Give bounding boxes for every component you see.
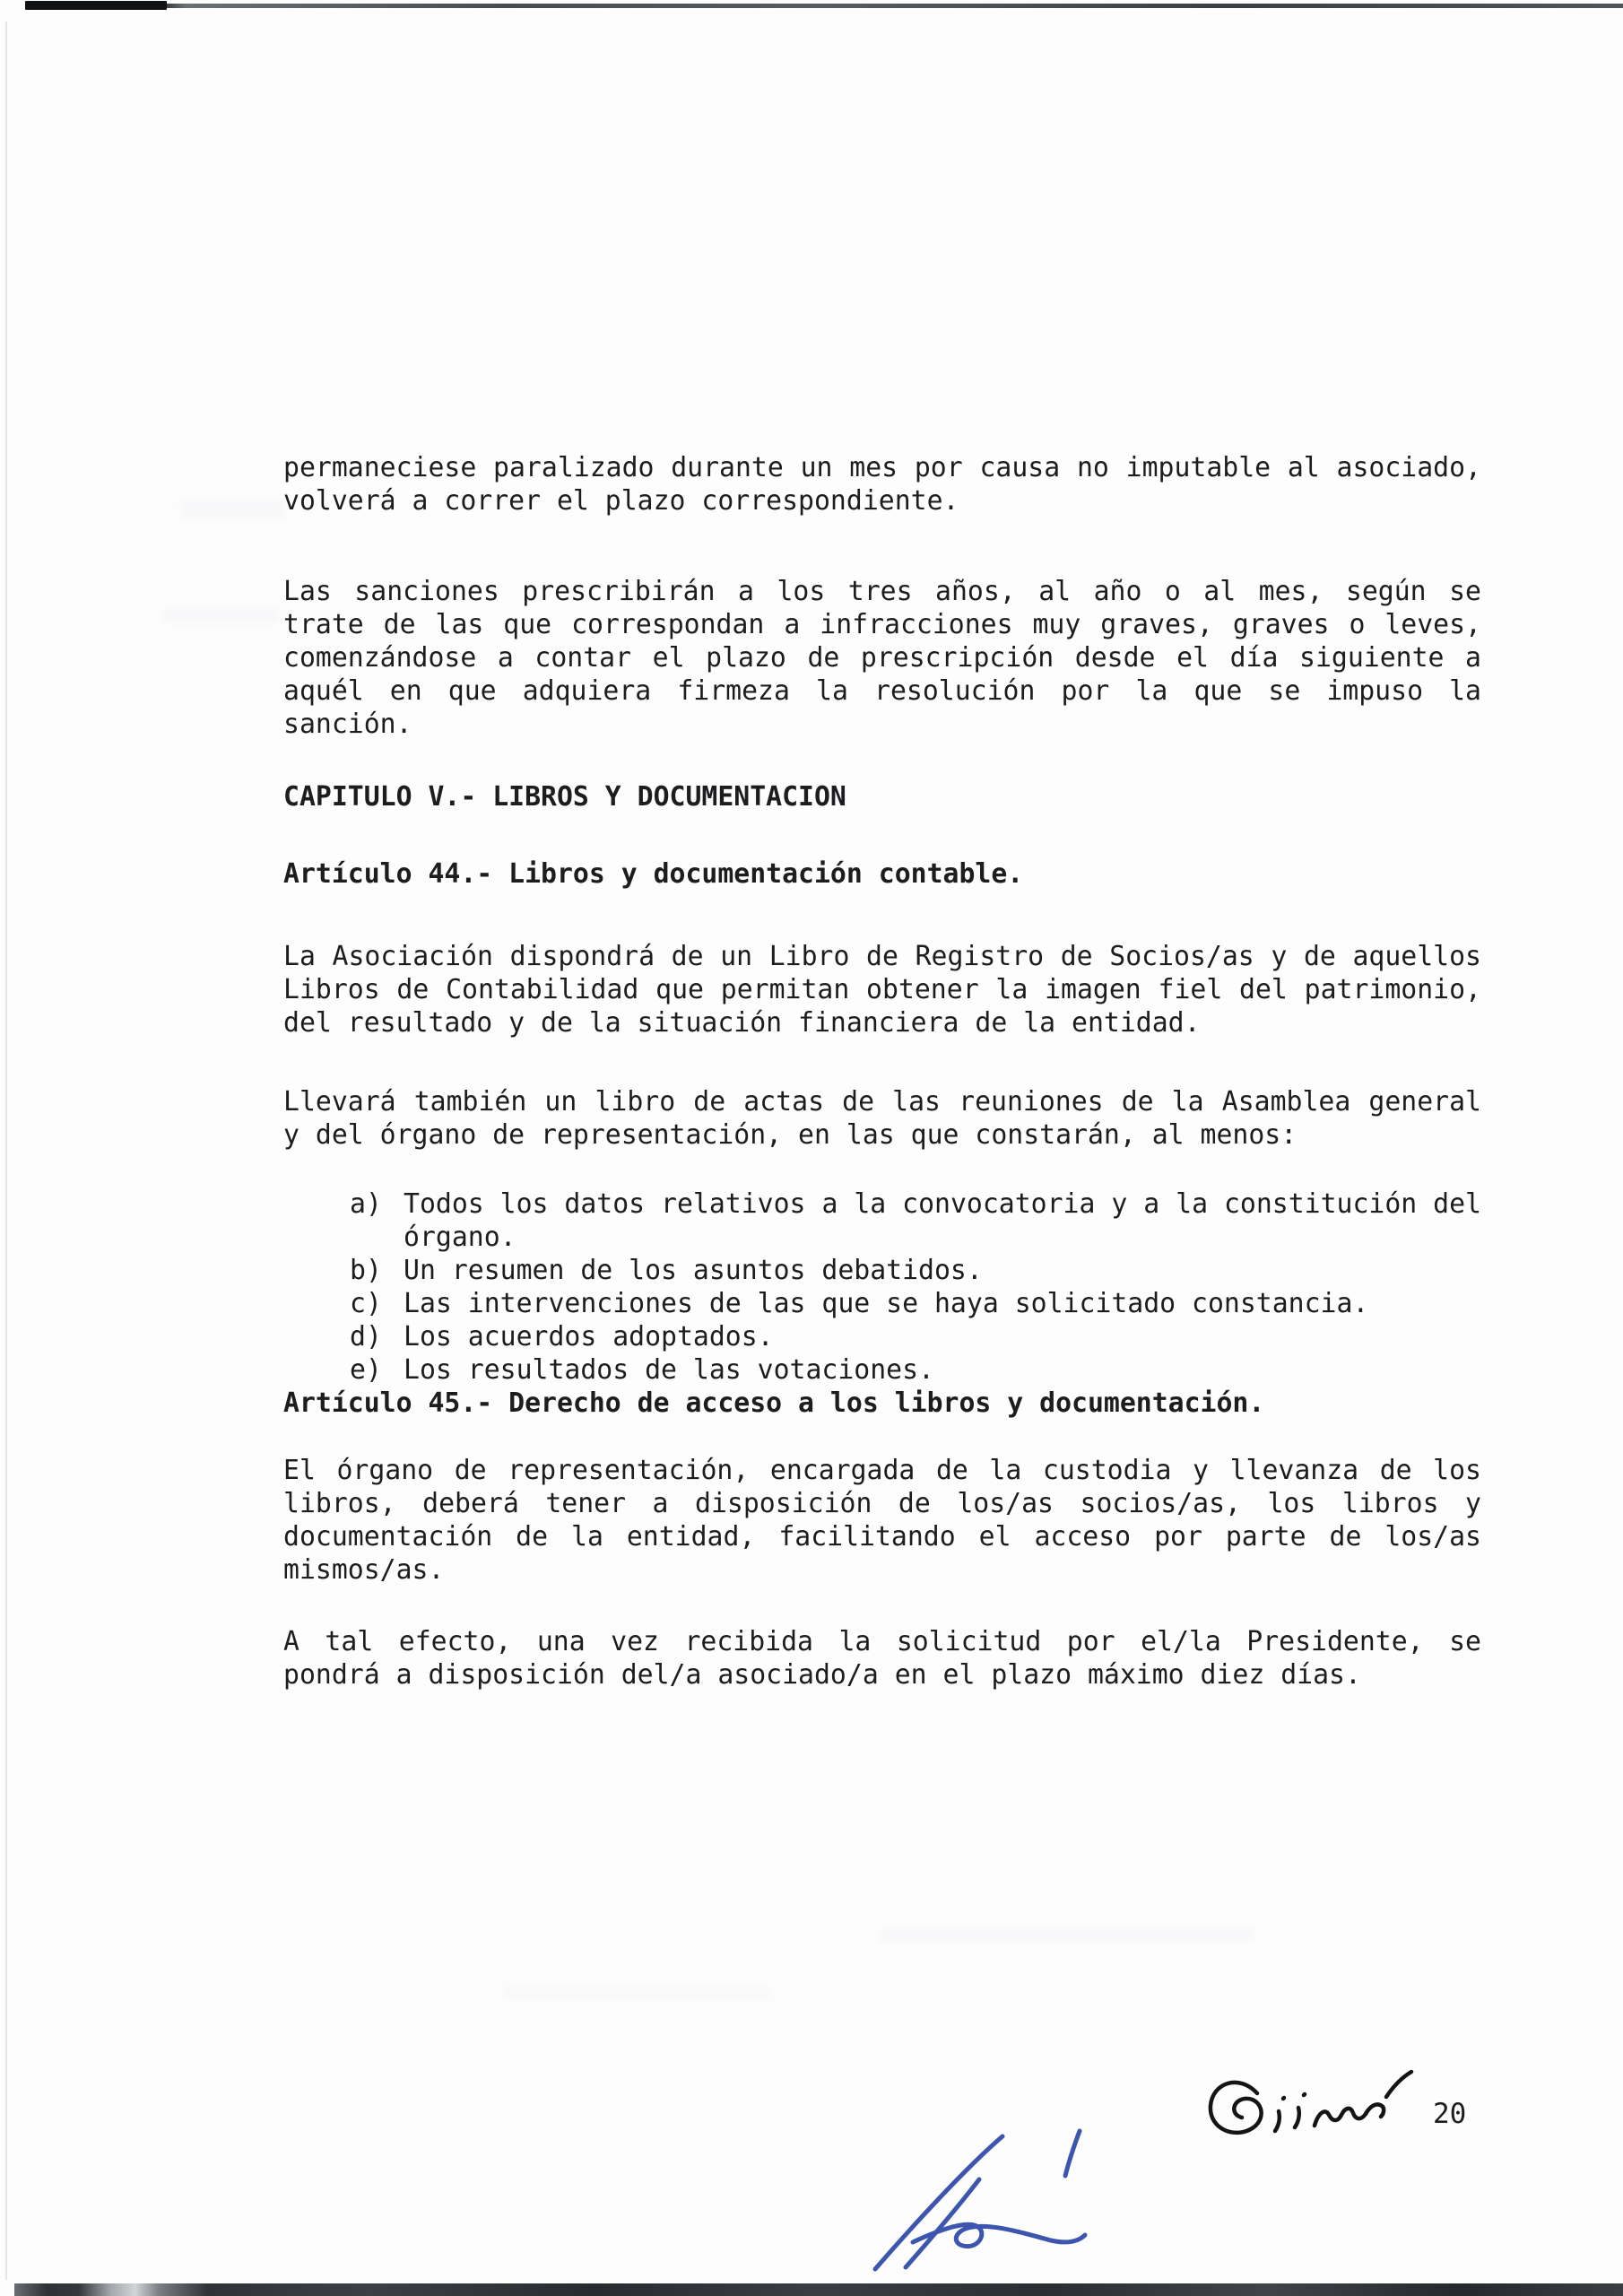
paragraph-custodia-libros: El órgano de representación, encargada de la custodia y llevanza de los libros, deberá tener a disposición de los/as socios/as, los libros y documentación de la entidad, facilitando el acceso por parte de los/as mismos/as. — [283, 1455, 1481, 1586]
list-item-marker: d) — [350, 1321, 382, 1352]
paragraph-libro-actas: Llevará también un libro de actas de las reuniones de la Asamblea general y del órgano de representación, en las que constarán, al menos: — [283, 1086, 1481, 1151]
scan-top-edge-mark — [25, 1, 167, 10]
list-item-marker: e) — [350, 1354, 382, 1386]
list-item-text: Un resumen de los asuntos debatidos. — [404, 1255, 983, 1286]
document-text-column — [283, 451, 1481, 1692]
signature-blue-strokes — [875, 2131, 1085, 2269]
scan-top-edge-line — [25, 4, 1623, 8]
paragraph-libros-registro: La Asociación dispondrá de un Libro de Registro de Socios/as y de aquellos Libros de Contabilidad que permitan obtener la imagen fiel del patrimonio, del resultado y de la situación financiera de la entidad. — [283, 941, 1481, 1039]
list-item-marker: a) — [350, 1188, 382, 1220]
paragraph-solicitud-presidente: A tal efecto, una vez recibida la solicitud por el/la Presidente, se pondrá a disposición del/a asociado/a en el plazo máximo diez días. — [283, 1626, 1481, 1691]
chapter-v-heading: CAPITULO V.- LIBROS Y DOCUMENTACION — [283, 781, 846, 813]
signature-handwritten-black — [1200, 2061, 1424, 2182]
acta-contents-list — [283, 1187, 1481, 1387]
list-item-text: Todos los datos relativos a la convocatoria y a la constitución del órgano. — [404, 1188, 1481, 1253]
paragraph-prescripcion-sanciones: Las sanciones prescribirán a los tres años, al año o al mes, según se trate de las que correspondan a infracciones muy graves, graves o leves, comenzándose a contar el plazo de prescripción desde el día siguiente a aquél en que adquiera firmeza la resolución por la que se impuso la sanción. — [283, 576, 1481, 740]
scan-left-edge-line — [5, 22, 7, 2280]
signature-black-strokes — [1211, 2072, 1411, 2133]
list-item — [350, 1254, 1481, 1287]
list-item-text: Los acuerdos adoptados. — [404, 1321, 774, 1352]
article-45-heading: Artículo 45.- Derecho de acceso a los libros y documentación. — [283, 1387, 1265, 1419]
scan-smudge — [179, 499, 287, 518]
list-item-text: Las intervenciones de las que se haya solicitado constancia. — [404, 1288, 1369, 1319]
list-item-marker: b) — [350, 1255, 382, 1286]
scan-smudge — [502, 1987, 771, 1999]
page-number: 20 — [1433, 2098, 1467, 2130]
signature-handwritten-blue — [854, 2124, 1141, 2274]
scan-smudge — [163, 606, 280, 624]
scan-bottom-edge-strip — [14, 2283, 1623, 2296]
list-item-text: Los resultados de las votaciones. — [404, 1354, 934, 1386]
list-item — [350, 1287, 1481, 1320]
article-44-heading: Artículo 44.- Libros y documentación contable. — [283, 858, 1024, 890]
list-item — [350, 1320, 1481, 1353]
list-item-marker: c) — [350, 1288, 382, 1319]
list-item — [350, 1353, 1481, 1387]
list-item — [350, 1187, 1481, 1254]
scan-smudge — [879, 1928, 1255, 1943]
paragraph-sanction-plazo: permaneciese paralizado durante un mes por causa no imputable al asociado, volverá a correr el plazo correspondiente. — [283, 452, 1481, 517]
